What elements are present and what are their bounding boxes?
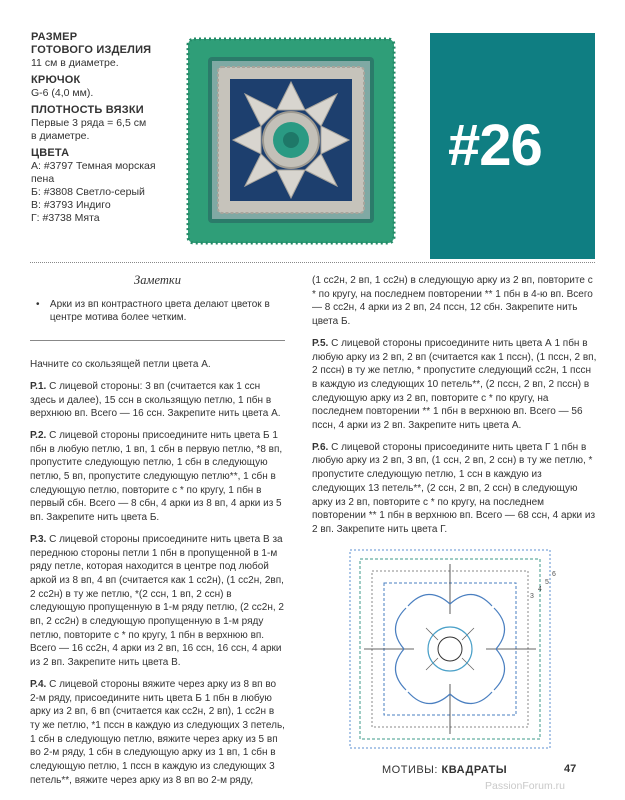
spec-hook-heading: КРЮЧОК xyxy=(31,74,81,86)
row-text: С лицевой стороны присоедините нить цвета Б 1 пбн в любую петлю, 1 вп, 1 сбн в первую петлю, *8 вп, пропустите следующую петлю, 1 сбн в следующую петлю, 5 вп, пропустите следующую петлю**, 1 сбн в следующую петлю, повторите с * по кругу, 1 пбн в первый сбн. Всего — 8 сбн, 4 арки из 8 вп, 4 арки из 5 вп. Закрепите нить цвета Б. xyxy=(30,429,283,524)
row-text: (1 сс2н, 2 вп, 1 сс2н) в следующую арку из 2 вп, повторите с * по кругу, на последнем повторении ** 1 пбн в 4-ю вп. Всего — 8 сс2н, 4 арки из 2 вп, 24 пссн, 12 сбн. Закрепите нить цвета Б. xyxy=(312,275,593,328)
crochet-chart-diagram xyxy=(342,544,594,752)
footer-section-name: КВАДРАТЫ xyxy=(441,764,508,776)
row-text: С лицевой стороны вяжите через арку из 8 вп во 2-м ряду, присоедините нить цвета Б 1 пбн в любую арку из 2 вп, 6 вп (считается как сс2н, 2 вп), 1 сс2н в ту же петлю, *1 пссн в каждую из следующих 3 петель, 1 сбн в следующую петлю, вяжите через арку из 5 вп во 2-м ряду, 1 сбн в следующую арку из 1 вп, 1 сбн в следующую петлю, 1 пссн в каждую из следующих 3 петель**, вяжите через арку из 8 вп во 2-м ряду, xyxy=(30,678,285,786)
row-2 xyxy=(30,429,285,525)
notes-divider xyxy=(30,340,285,341)
specs-panel xyxy=(31,31,181,225)
page-number: 47 xyxy=(564,763,577,775)
motif-photo xyxy=(186,37,396,245)
diagram-label-3: 3 xyxy=(530,593,534,600)
spec-size-heading: РАЗМЕР ГОТОВОГО ИЗДЕЛИЯ xyxy=(31,31,152,56)
spec-colors-value: А: #3797 Темная морская пена Б: #3808 Светло-серый В: #3793 Индиго Г: #3738 Мята xyxy=(31,160,156,224)
notes-item xyxy=(30,298,285,325)
spec-gauge-value: Первые 3 ряда = 6,5 см в диаметре. xyxy=(31,117,147,142)
diagram-label-5: 5 xyxy=(545,579,549,586)
pattern-number: #26 xyxy=(448,113,542,178)
row-3 xyxy=(30,533,285,670)
row-5 xyxy=(312,337,597,433)
watermark: PassionForum.ru xyxy=(485,780,565,792)
row-text: С лицевой стороны присоедините нить цвета Г 1 пбн в любую арку из 2 вп, 3 вп, (1 ссн, 2 вп, 2 ссн) в ту же петлю, * пропустите следующую петлю, 1 ссн в каждую из следующих 13 петель**, (2 ссн, 2 вп, 2 ссн) в следующую арку из 2 вп, повторите с * по кругу, на последнем повторении ** 1 пбн в верхнюю вп. Всего — 68 ссн, 4 арки из 2 вп. Закрепите нить цвета Г. xyxy=(312,441,596,535)
row-label: Р.2. xyxy=(30,429,47,441)
row-label: Р.3. xyxy=(30,533,47,545)
row-label: Р.5. xyxy=(312,337,329,349)
row-4-continued xyxy=(312,274,597,329)
footer-section xyxy=(382,764,507,776)
row-label: Р.1. xyxy=(30,380,47,392)
notes-title: Заметки xyxy=(134,273,181,287)
row-text: С лицевой стороны: 3 вп (считается как 1 ссн здесь и далее), 15 ссн в скользящую петлю, 1 пбн в верхнюю вп. Всего — 16 ссн. Закрепите нить цвета А. xyxy=(30,380,281,420)
spec-size-value: 11 см в диаметре. xyxy=(31,57,119,69)
row-6 xyxy=(312,441,597,537)
bullet-icon: • xyxy=(36,298,40,310)
left-column xyxy=(30,274,285,796)
row-text: С лицевой стороны присоедините нить цвета В за переднюю стороны петли 1 пбн в пропущенной в 1-м ряду петле, которая находится в центре под любой аркой из 8 вп, 4 вп (считается как 1 сс2н), (1 сс2н, 2вп, 2 сс2н) в ту же петлю, *(2 ссн, 1 вп, 2 ссн) в следующую пропущенную в 1-м ряду петлю, (2 сс2н, 2 вп, 2 сс2н) в следующую пропущенную в 1-м ряду петлю, повторите с * по кругу, 1 пбн в верхнюю вп. Всего — 16 сс2н, 4 арки из 2 вп, 16 ссн, 16 ссн, 4 арки из 2 вп. Закрепите нить цвета В. xyxy=(30,533,284,669)
intro-text: Начните со скользящей петли цвета А. xyxy=(30,359,211,371)
row-text: С лицевой стороны присоедините нить цвета А 1 пбн в любую арку из 2 вп, 2 вп (считается как 1 пссн), (1 пссн, 2 вп, 2 пссн) в ту же петлю, * пропустите следующий сс2н, 1 пссн в каждую из следующих 10 петель**, (2 пссн, 2 вп, 2 пссн) в следующую арку из 2 вп, повторите с * по кругу, на последнем повторении ** 1 пбн в верхнюю вп. Всего — 56 пссн, 4 арки из 2 вп. Закрепите нить цвета А. xyxy=(312,337,597,432)
row-1 xyxy=(30,380,285,421)
row-4 xyxy=(30,678,285,788)
spec-hook-value: G-6 (4,0 мм). xyxy=(31,87,94,99)
notes-item-text: Арки из вп контрастного цвета делают цветок в центре мотива более четким. xyxy=(49,298,270,324)
footer-prefix: МОТИВЫ: xyxy=(382,764,438,776)
row-label: Р.6. xyxy=(312,441,329,453)
dotted-divider xyxy=(30,262,595,263)
spec-colors-heading: ЦВЕТА xyxy=(31,147,70,159)
diagram-label-6: 6 xyxy=(552,571,556,578)
spec-gauge-heading: ПЛОТНОСТЬ ВЯЗКИ xyxy=(31,104,144,116)
right-column xyxy=(312,274,597,545)
row-label: Р.4. xyxy=(30,678,47,690)
diagram-label-4: 4 xyxy=(538,586,542,593)
